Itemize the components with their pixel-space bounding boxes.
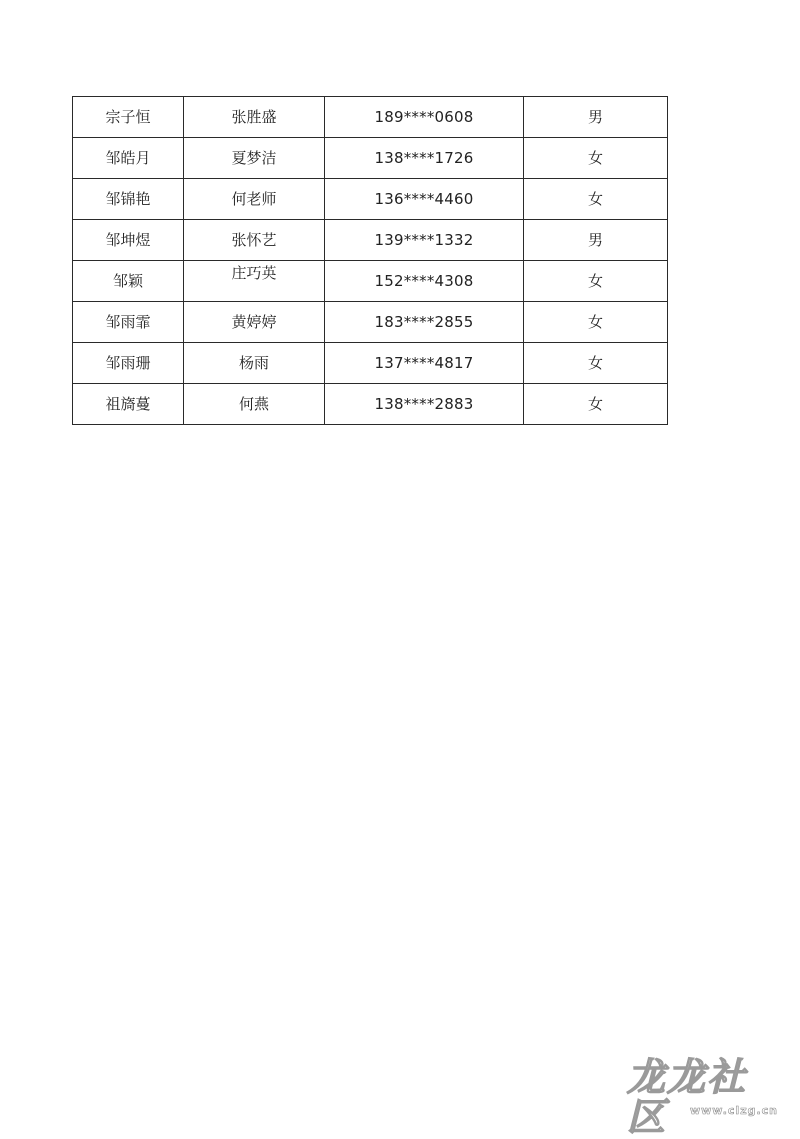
student-name-cell: 邹坤煜	[73, 220, 184, 261]
contact-name-cell: 张怀艺	[184, 220, 325, 261]
student-name-cell: 邹颖	[73, 261, 184, 302]
phone-cell: 189****0608	[325, 97, 524, 138]
table-row	[73, 302, 668, 343]
table-row	[73, 261, 668, 302]
student-name-cell: 宗子恒	[73, 97, 184, 138]
gender-cell: 女	[524, 179, 668, 220]
roster-table-body	[73, 97, 668, 425]
gender-cell: 女	[524, 138, 668, 179]
contact-name-cell: 何老师	[184, 179, 325, 220]
roster-table	[72, 96, 668, 425]
table-row	[73, 97, 668, 138]
table-row	[73, 179, 668, 220]
contact-name-text: 庄巧英	[231, 264, 277, 282]
watermark-url: www.clzg.cn	[689, 1104, 778, 1117]
gender-cell: 女	[524, 384, 668, 425]
gender-cell: 男	[524, 97, 668, 138]
student-name-cell: 邹锦艳	[73, 179, 184, 220]
table-row	[73, 138, 668, 179]
phone-cell: 137****4817	[325, 343, 524, 384]
student-name-cell: 邹雨霏	[73, 302, 184, 343]
contact-name-cell: 黄婷婷	[184, 302, 325, 343]
contact-name-cell: 何燕	[184, 384, 325, 425]
watermark-logo-text: 龙龙社区	[627, 1054, 748, 1139]
table-row	[73, 384, 668, 425]
gender-cell: 男	[524, 220, 668, 261]
gender-cell: 女	[524, 343, 668, 384]
contact-name-cell: 杨雨	[184, 343, 325, 384]
table-row	[73, 343, 668, 384]
contact-name-cell	[184, 261, 325, 302]
site-watermark	[627, 1054, 782, 1139]
contact-name-cell: 夏梦洁	[184, 138, 325, 179]
phone-cell: 136****4460	[325, 179, 524, 220]
phone-cell: 138****2883	[325, 384, 524, 425]
phone-cell: 139****1332	[325, 220, 524, 261]
student-name-cell: 祖旖蔓	[73, 384, 184, 425]
phone-cell: 152****4308	[325, 261, 524, 302]
phone-cell: 183****2855	[325, 302, 524, 343]
phone-cell: 138****1726	[325, 138, 524, 179]
gender-cell: 女	[524, 261, 668, 302]
gender-cell: 女	[524, 302, 668, 343]
student-name-cell: 邹雨珊	[73, 343, 184, 384]
contact-name-cell: 张胜盛	[184, 97, 325, 138]
table-row	[73, 220, 668, 261]
student-name-cell: 邹皓月	[73, 138, 184, 179]
